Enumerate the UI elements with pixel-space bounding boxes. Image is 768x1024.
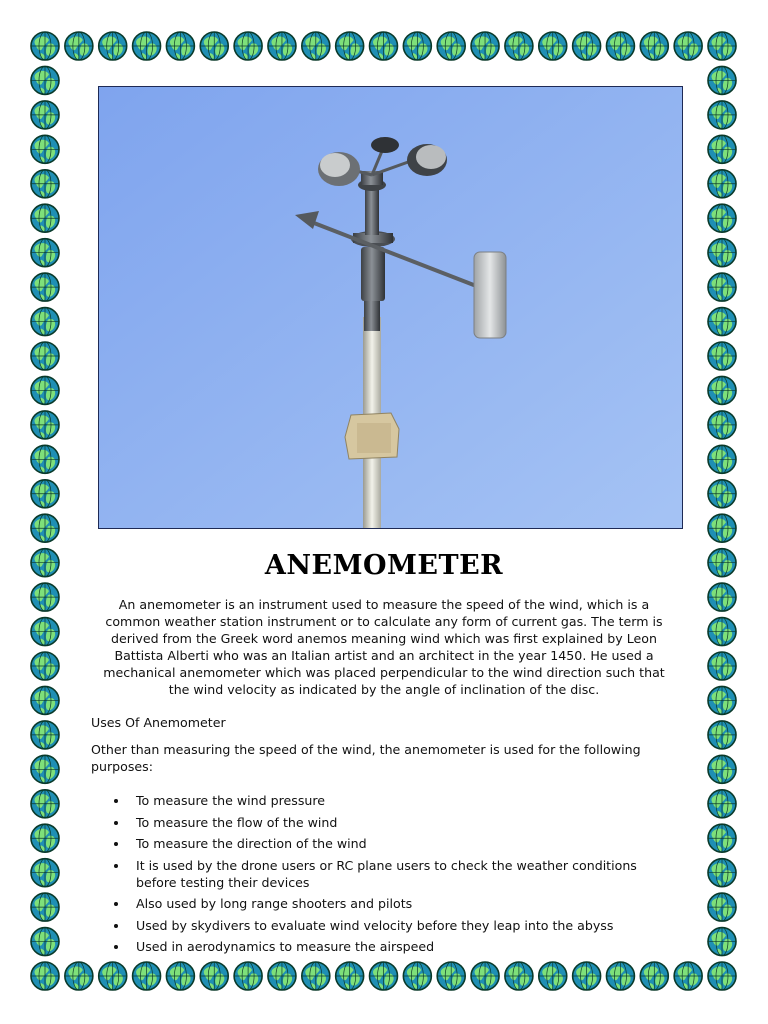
globe-icon (31, 583, 59, 611)
globe-icon (31, 721, 59, 749)
list-item: Used by skydivers to evaluate wind velocity before they leap into the abyss (91, 917, 681, 934)
globe-icon (133, 32, 161, 60)
list-item: Also used by long range shooters and pilots (91, 895, 681, 912)
globe-icon (31, 755, 59, 783)
globe-icon (708, 135, 736, 163)
globe-icon (708, 962, 736, 990)
globe-icon (31, 66, 59, 94)
globe-icon (200, 962, 228, 990)
globe-icon (268, 32, 296, 60)
globe-icon (31, 928, 59, 956)
globe-icon (336, 962, 364, 990)
globe-icon (31, 204, 59, 232)
globe-icon (708, 411, 736, 439)
globe-icon (471, 32, 499, 60)
globe-icon (708, 273, 736, 301)
list-item: It is used by the drone users or RC plane users to check the weather conditions before testing their devices (91, 857, 681, 891)
globe-icon (31, 376, 59, 404)
globe-icon (708, 583, 736, 611)
globe-icon (708, 928, 736, 956)
globe-icon (31, 514, 59, 542)
globe-icon (708, 859, 736, 887)
globe-icon (31, 790, 59, 818)
globe-icon (708, 308, 736, 336)
globe-icon (640, 962, 668, 990)
globe-icon (708, 824, 736, 852)
list-item: Used in aerodynamics to measure the airspeed (91, 938, 681, 955)
globe-icon (31, 273, 59, 301)
list-item: To measure the flow of the wind (91, 814, 681, 831)
globe-icon (302, 32, 330, 60)
globe-icon (708, 721, 736, 749)
list-item: To measure the wind pressure (91, 792, 681, 809)
globe-icon (370, 32, 398, 60)
globe-icon (708, 66, 736, 94)
globe-icon (708, 790, 736, 818)
globe-icon (31, 824, 59, 852)
globe-icon (31, 170, 59, 198)
globe-icon (99, 962, 127, 990)
globe-icon (31, 652, 59, 680)
globe-icon (708, 445, 736, 473)
globe-icon (200, 32, 228, 60)
globe-icon (708, 893, 736, 921)
globe-icon (708, 755, 736, 783)
globe-icon (31, 101, 59, 129)
globe-icon (708, 170, 736, 198)
globe-icon (708, 342, 736, 370)
globe-icon (708, 652, 736, 680)
uses-list (91, 792, 681, 960)
globe-icon (268, 962, 296, 990)
list-item: To measure the direction of the wind (91, 835, 681, 852)
globe-icon (166, 32, 194, 60)
globe-icon (403, 32, 431, 60)
globe-icon (31, 962, 59, 990)
globe-icon (471, 962, 499, 990)
globe-icon (573, 962, 601, 990)
globe-icon (708, 239, 736, 267)
globe-icon (65, 32, 93, 60)
globe-icon (708, 376, 736, 404)
globe-icon (65, 962, 93, 990)
globe-icon (708, 32, 736, 60)
globe-icon (31, 32, 59, 60)
globe-icon (606, 962, 634, 990)
globe-icon (674, 962, 702, 990)
globe-icon (31, 445, 59, 473)
intro-paragraph: An anemometer is an instrument used to measure the speed of the wind, which is a common weather station instrument or to calculate any form of current gas. The term is derived from the Greek word anemos meaning wind which was first explained by Leon Battista Alberti who was an Italian artist and an architect in the year 1450. He used a mechanical anemometer which was placed perpendicular to the wind direction such that the wind velocity as indicated by the angle of inclination of the disc. (103, 597, 665, 697)
globe-icon (708, 204, 736, 232)
globe-icon (573, 32, 601, 60)
globe-icon (708, 686, 736, 714)
globe-icon (31, 618, 59, 646)
globe-icon (640, 32, 668, 60)
globe-icon (505, 32, 533, 60)
globe-icon (437, 962, 465, 990)
globe-icon (31, 859, 59, 887)
globe-icon (99, 32, 127, 60)
globe-icon (31, 342, 59, 370)
globe-icon (31, 411, 59, 439)
globe-icon (539, 32, 567, 60)
globe-icon (234, 32, 262, 60)
globe-icon (370, 962, 398, 990)
globe-icon (539, 962, 567, 990)
globe-icon (336, 32, 364, 60)
globe-icon (31, 135, 59, 163)
globe-icon (166, 962, 194, 990)
globe-icon (31, 686, 59, 714)
uses-intro-paragraph: Other than measuring the speed of the wind, the anemometer is used for the following purposes: (91, 742, 641, 774)
anemometer-photo (98, 86, 683, 529)
globe-icon (234, 962, 262, 990)
globe-icon (31, 893, 59, 921)
uses-heading: Uses Of Anemometer (91, 715, 226, 730)
globe-icon (437, 32, 465, 60)
globe-icon (403, 962, 431, 990)
globe-icon (31, 239, 59, 267)
globe-icon (708, 618, 736, 646)
globe-icon (505, 962, 533, 990)
globe-icon (31, 308, 59, 336)
globe-icon (31, 480, 59, 508)
globe-icon (708, 101, 736, 129)
globe-icon (606, 32, 634, 60)
globe-icon (708, 480, 736, 508)
globe-icon (708, 514, 736, 542)
globe-icon (133, 962, 161, 990)
globe-icon (302, 962, 330, 990)
globe-icon (674, 32, 702, 60)
page-title: ANEMOMETER (264, 550, 504, 581)
